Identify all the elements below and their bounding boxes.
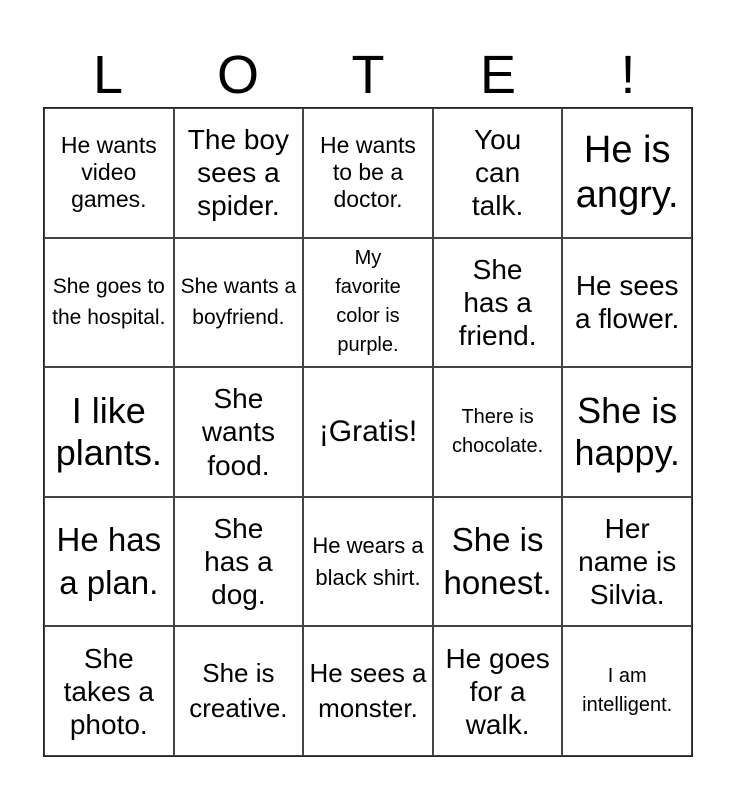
bingo-cell[interactable] (303, 497, 433, 627)
bingo-cell[interactable] (562, 238, 692, 368)
bingo-cell[interactable] (174, 238, 304, 368)
free-space-text: ¡Gratis! (318, 415, 418, 449)
bingo-cell[interactable] (562, 497, 692, 627)
bingo-title (43, 44, 693, 106)
cell-text: He wants to be a doctor. (320, 132, 416, 213)
title-letter: O (216, 45, 259, 105)
bingo-cell[interactable] (303, 108, 433, 238)
bingo-cell[interactable] (303, 238, 433, 368)
bingo-cell[interactable] (44, 238, 174, 368)
bingo-grid (43, 107, 693, 757)
bingo-cell[interactable] (433, 626, 563, 756)
title-letter: L (92, 45, 124, 105)
cell-text: He is angry. (575, 128, 679, 216)
title-letter: ! (620, 45, 636, 105)
cell-text: He sees a flower. (575, 270, 680, 335)
cell-text: There is chocolate. (452, 405, 544, 457)
bingo-cell[interactable] (174, 367, 304, 497)
bingo-cell[interactable] (433, 497, 563, 627)
cell-text: I like plants. (55, 389, 162, 473)
bingo-cell[interactable] (562, 108, 692, 238)
cell-text: He sees a monster. (309, 658, 427, 724)
cell-text: My favorite color is purple. (335, 247, 401, 357)
cell-text: She has a friend. (458, 253, 537, 351)
cell-text: She wants food. (201, 383, 275, 481)
bingo-cell[interactable] (174, 626, 304, 756)
free-space-cell[interactable] (303, 367, 433, 497)
cell-text: She is honest. (443, 520, 552, 601)
bingo-cell[interactable] (44, 367, 174, 497)
cell-text: He wears a black shirt. (312, 532, 424, 590)
bingo-cell[interactable] (303, 626, 433, 756)
cell-text: The boy sees a spider. (187, 124, 289, 222)
bingo-cell[interactable] (562, 367, 692, 497)
cell-text: She takes a photo. (63, 642, 154, 740)
title-letter: T (351, 45, 385, 105)
bingo-cell[interactable] (44, 108, 174, 238)
bingo-cell[interactable] (44, 497, 174, 627)
bingo-cell[interactable] (44, 626, 174, 756)
bingo-cell[interactable] (562, 626, 692, 756)
bingo-cell[interactable] (174, 497, 304, 627)
title-letter: E (479, 45, 517, 105)
cell-text: She is happy. (574, 389, 680, 473)
cell-text: He goes for a walk. (445, 642, 550, 740)
cell-text: She is creative. (189, 658, 288, 724)
bingo-cell[interactable] (433, 108, 563, 238)
cell-text: You can talk. (471, 124, 524, 222)
bingo-cell[interactable] (174, 108, 304, 238)
cell-text: Her name is Silvia. (578, 513, 677, 611)
cell-text: He has a plan. (56, 520, 162, 601)
cell-text: She wants a boyfriend. (180, 274, 297, 330)
bingo-cell[interactable] (433, 367, 563, 497)
cell-text: I am intelligent. (582, 665, 673, 717)
cell-text: She has a dog. (204, 513, 273, 611)
cell-text: He wants video games. (60, 132, 157, 213)
bingo-cell[interactable] (433, 238, 563, 368)
cell-text: She goes to the hospital. (52, 274, 166, 330)
